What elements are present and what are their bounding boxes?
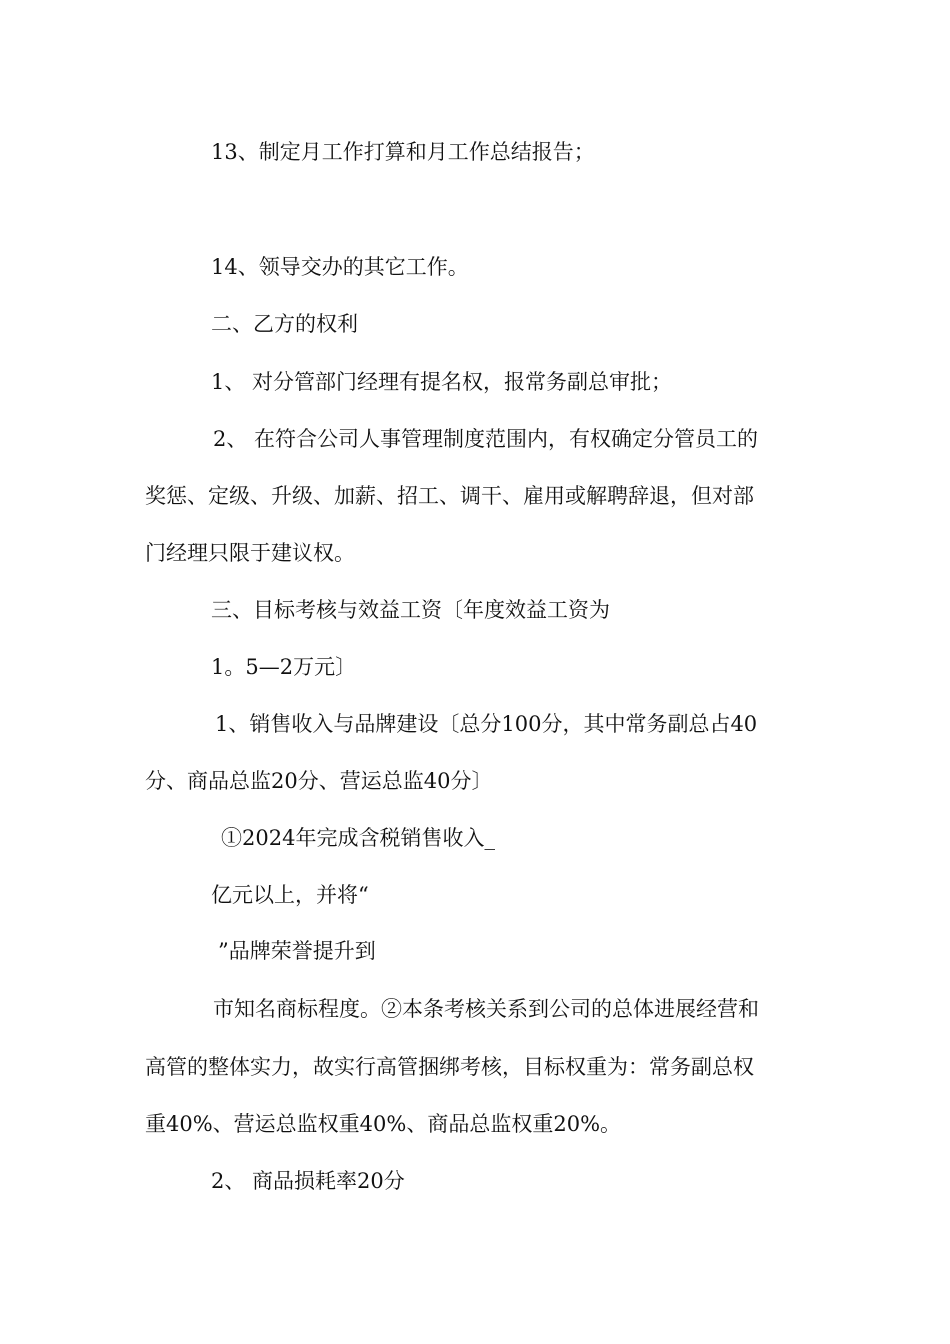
right-1-text: 1、 对分管部门经理有提名权，报常务副总审批； bbox=[211, 370, 673, 394]
target-2-text-cont-2: 重40%、营运总监权重40%、商品总监权重20%。 bbox=[145, 1112, 622, 1136]
target-2-text: 市知名商标程度。②本条考核关系到公司的总体进展经营和 bbox=[213, 997, 759, 1021]
section-2-heading: 二、乙方的权利 bbox=[211, 312, 358, 336]
target-1-text-cont-2: ”品牌荣誉提升到 bbox=[218, 939, 376, 963]
section-3-heading-cont: 1。5—2万元〕 bbox=[211, 655, 357, 679]
assessment-1-text: 1、销售收入与品牌建设〔总分100分，其中常务副总占40 bbox=[215, 712, 758, 736]
right-2-text: 2、 在符合公司人事管理制度范围内，有权确定分管员工的 bbox=[213, 427, 759, 451]
section-3-heading: 三、目标考核与效益工资〔年度效益工资为 bbox=[211, 598, 610, 622]
target-1-text-cont-1: 亿元以上，并将“ bbox=[211, 883, 369, 907]
item-13-text: 13、制定月工作打算和月工作总结报告； bbox=[211, 140, 595, 164]
item-14-text: 14、领导交办的其它工作。 bbox=[211, 255, 469, 279]
assessment-1-text-cont: 分、商品总监20分、营运总监40分〕 bbox=[145, 769, 493, 793]
target-1-text: ①2024年完成含税销售收入_ bbox=[221, 826, 495, 850]
assessment-2-text: 2、 商品损耗率20分 bbox=[211, 1169, 405, 1193]
right-2-text-cont-1: 奖惩、定级、升级、加薪、招工、调干、雇用或解聘辞退，但对部 bbox=[145, 484, 754, 508]
right-2-text-cont-2: 门经理只限于建议权。 bbox=[145, 541, 355, 565]
target-2-text-cont-1: 高管的整体实力，故实行高管捆绑考核，目标权重为：常务副总权 bbox=[145, 1055, 754, 1079]
